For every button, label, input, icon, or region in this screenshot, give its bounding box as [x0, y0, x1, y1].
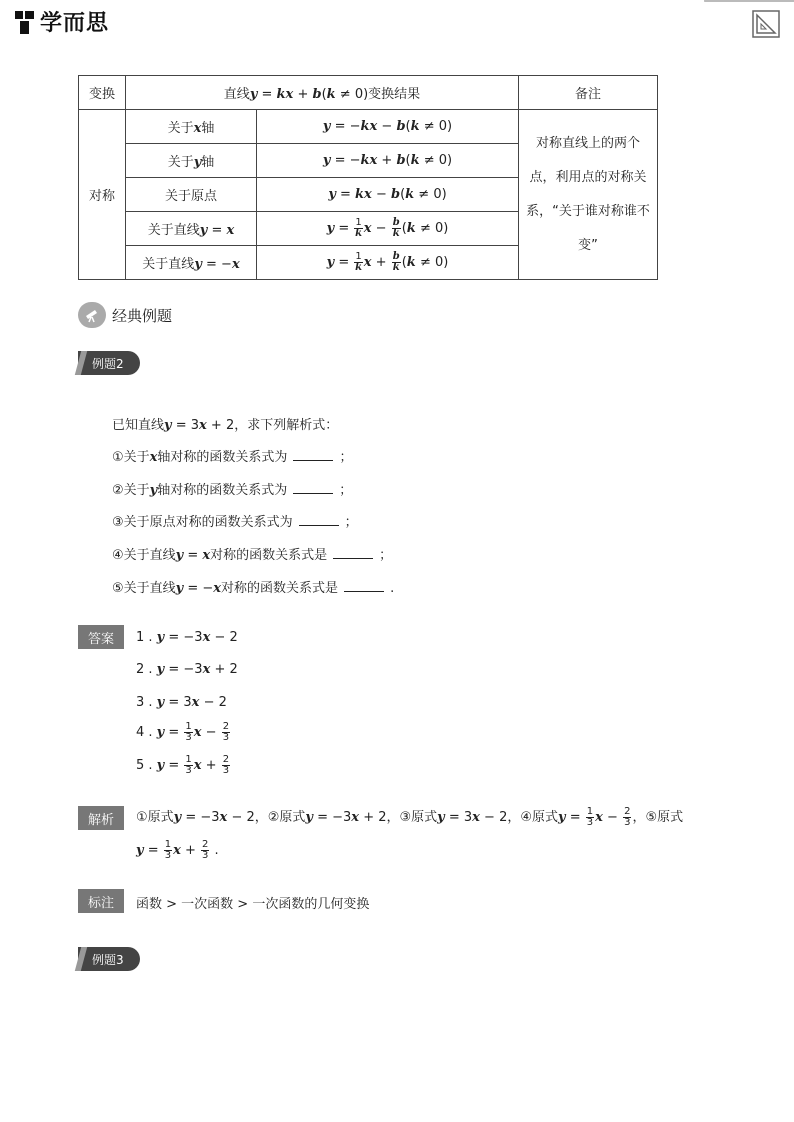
remark-cell: 对称直线上的两个点，利用点的对称关系，“关于谁对称谁不变”	[519, 110, 658, 280]
page-corner-decoration	[704, 0, 794, 12]
table-cell: 关于原点	[126, 178, 257, 212]
answer-blank[interactable]	[293, 482, 333, 494]
table-cell: y = $\frac{1}{k}$ x + $\frac{b}{k}$ (k ≠ 0)	[257, 246, 519, 280]
telescope-icon	[78, 302, 106, 328]
question-item-5: ⑤关于直线y = −x对称的函数关系式是 .	[112, 581, 395, 596]
row-label: 对称	[79, 110, 126, 280]
example-tag: 例题2	[78, 351, 140, 375]
ruler-triangle-icon	[752, 10, 780, 38]
question-item-4: ④关于直线y = x对称的函数关系式是 ；	[112, 548, 393, 563]
table-cell: y = kx − b(k ≠ 0)	[257, 178, 519, 212]
answer-blank[interactable]	[333, 547, 373, 559]
section-title	[78, 302, 172, 328]
note-text: 函数 > 一次函数 > 一次函数的几何变换	[136, 897, 370, 912]
question-item-1: ①关于x轴对称的函数关系式为 ；	[112, 450, 353, 465]
table-header-cell: 备注	[519, 76, 658, 110]
table-header-cell: 直线y = kx + b(k ≠ 0)变换结果	[126, 76, 519, 110]
table-cell: 关于直线y = −x	[126, 246, 257, 280]
answer-line-2: 2 . y = −3x + 2	[136, 662, 238, 677]
logo	[14, 6, 109, 37]
answer-line-4: 4 . y = $\frac{1}{3}$ x − $\frac{2}{3}$	[136, 721, 230, 743]
answer-blank[interactable]	[293, 449, 333, 461]
table-cell: 关于直线y = x	[126, 212, 257, 246]
table-cell: y = $\frac{1}{k}$ x − $\frac{b}{k}$ (k ≠ 0)	[257, 212, 519, 246]
section-title-text: 经典例题	[112, 306, 173, 325]
answer-blank[interactable]	[299, 514, 339, 526]
symmetry-table	[78, 75, 658, 280]
table-header-cell: 变换	[79, 76, 126, 110]
table-cell: 关于y轴	[126, 144, 257, 178]
table-cell: y = −kx + b(k ≠ 0)	[257, 144, 519, 178]
answer-line-1: 1 . y = −3x − 2	[136, 630, 238, 645]
example-tag: 例题3	[78, 947, 140, 971]
logo-mark-icon	[14, 8, 36, 36]
table-header-row	[79, 76, 658, 110]
question-item-3: ③关于原点对称的函数关系式为 ；	[112, 515, 358, 530]
answer-blank[interactable]	[344, 580, 384, 592]
question-item-2: ②关于y轴对称的函数关系式为 ；	[112, 483, 353, 498]
table-row	[79, 110, 658, 144]
answer-label: 答案	[78, 625, 124, 649]
table-cell: y = −kx − b(k ≠ 0)	[257, 110, 519, 144]
question-stem: 已知直线y = 3x + 2，求下列解析式：	[112, 418, 339, 433]
answer-line-5: 5 . y = $\frac{1}{3}$ x + $\frac{2}{3}$	[136, 754, 230, 776]
note-label: 标注	[78, 889, 124, 913]
analysis-line-1: ①原式y = −3x − 2，②原式y = −3x + 2，③原式y = 3x − 2，④原式y = $\frac{1}{3}$ x − $\frac{2}{3}$ ，⑤原式	[136, 806, 684, 828]
analysis-label: 解析	[78, 806, 124, 830]
analysis-line-2: y = $\frac{1}{3}$ x + $\frac{2}{3}$ .	[136, 839, 219, 861]
table-cell: 关于x轴	[126, 110, 257, 144]
logo-text: 学而思	[40, 11, 110, 36]
answer-line-3: 3 . y = 3x − 2	[136, 695, 227, 710]
